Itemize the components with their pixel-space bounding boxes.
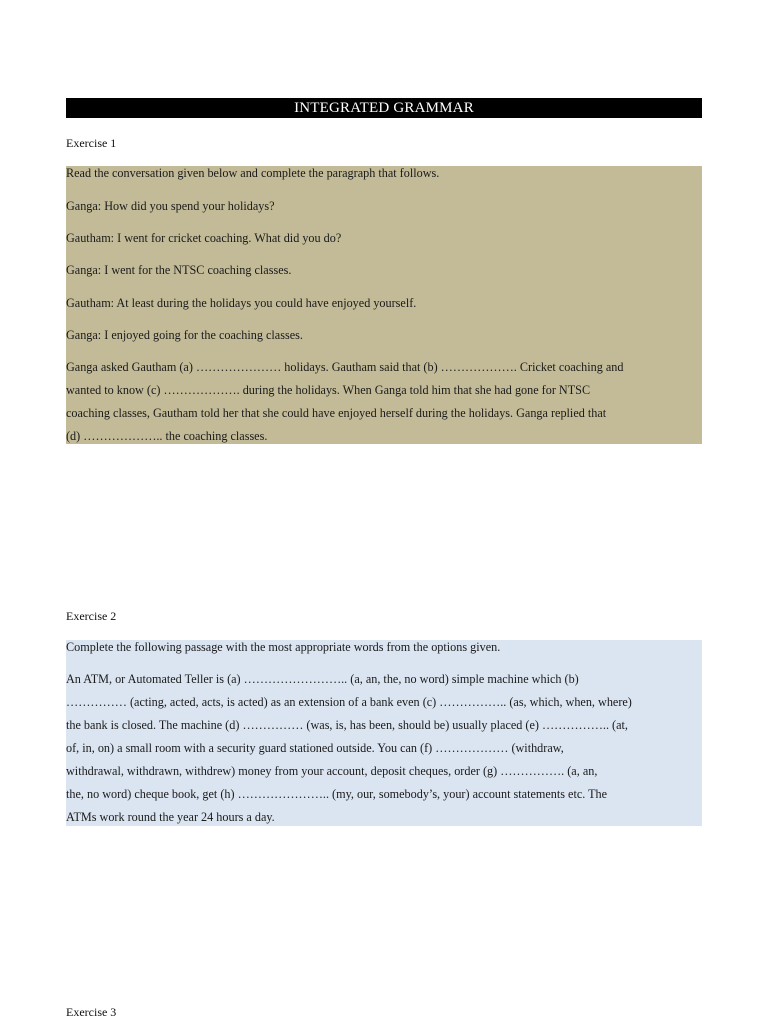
exercise-3-label: Exercise 3 <box>66 1005 117 1019</box>
paragraph-line: the bank is closed. The machine (d) …………… (was, is, has been, should be) usually placed (e) …………….. (at, <box>66 718 628 732</box>
exercise-2-instruction: Complete the following passage with the most appropriate words from the options given. <box>66 640 501 654</box>
paragraph-line: coaching classes, Gautham told her that she could have enjoyed herself during the holidays. Ganga replied that <box>66 406 607 420</box>
exercise-1-box <box>66 166 702 444</box>
paragraph-line: wanted to know (c) ………………. during the holidays. When Ganga told him that she had gone for NTSC <box>66 383 591 397</box>
paragraph-line: withdrawal, withdrawn, withdrew) money from your account, deposit cheques, order (g) ……………. (a, an, <box>66 764 598 778</box>
exercise-2-box <box>66 640 702 826</box>
paragraph-line: of, in, on) a small room with a security guard stationed outside. You can (f) ……………… (withdraw, <box>66 741 564 755</box>
paragraph-line: the, no word) cheque book, get (h) ………………….. (my, our, somebody’s, your) account statements etc. The <box>66 787 608 801</box>
dialogue-line: Gautham: At least during the holidays you could have enjoyed yourself. <box>66 296 417 310</box>
dialogue-line: Gautham: I went for cricket coaching. What did you do? <box>66 231 342 245</box>
dialogue-line: Ganga: I enjoyed going for the coaching classes. <box>66 328 303 342</box>
exercise-1-instruction: Read the conversation given below and complete the paragraph that follows. <box>66 166 440 180</box>
page-title: INTEGRATED GRAMMAR <box>66 98 702 118</box>
paragraph-line: (d) ……………….. the coaching classes. <box>66 429 268 443</box>
exercise-1-label: Exercise 1 <box>66 136 117 150</box>
paragraph-line: Ganga asked Gautham (a) ………………… holidays. Gautham said that (b) ………………. Cricket coaching and <box>66 360 624 374</box>
paragraph-line: ATMs work round the year 24 hours a day. <box>66 810 275 824</box>
dialogue-line: Ganga: I went for the NTSC coaching classes. <box>66 263 292 277</box>
dialogue-line: Ganga: How did you spend your holidays? <box>66 199 275 213</box>
exercise-2-label: Exercise 2 <box>66 609 117 623</box>
paragraph-line: …………… (acting, acted, acts, is acted) as an extension of a bank even (c) …………….. (as, which, when, where) <box>66 695 632 709</box>
paragraph-line: An ATM, or Automated Teller is (a) …………………….. (a, an, the, no word) simple machine which (b) <box>66 672 579 686</box>
